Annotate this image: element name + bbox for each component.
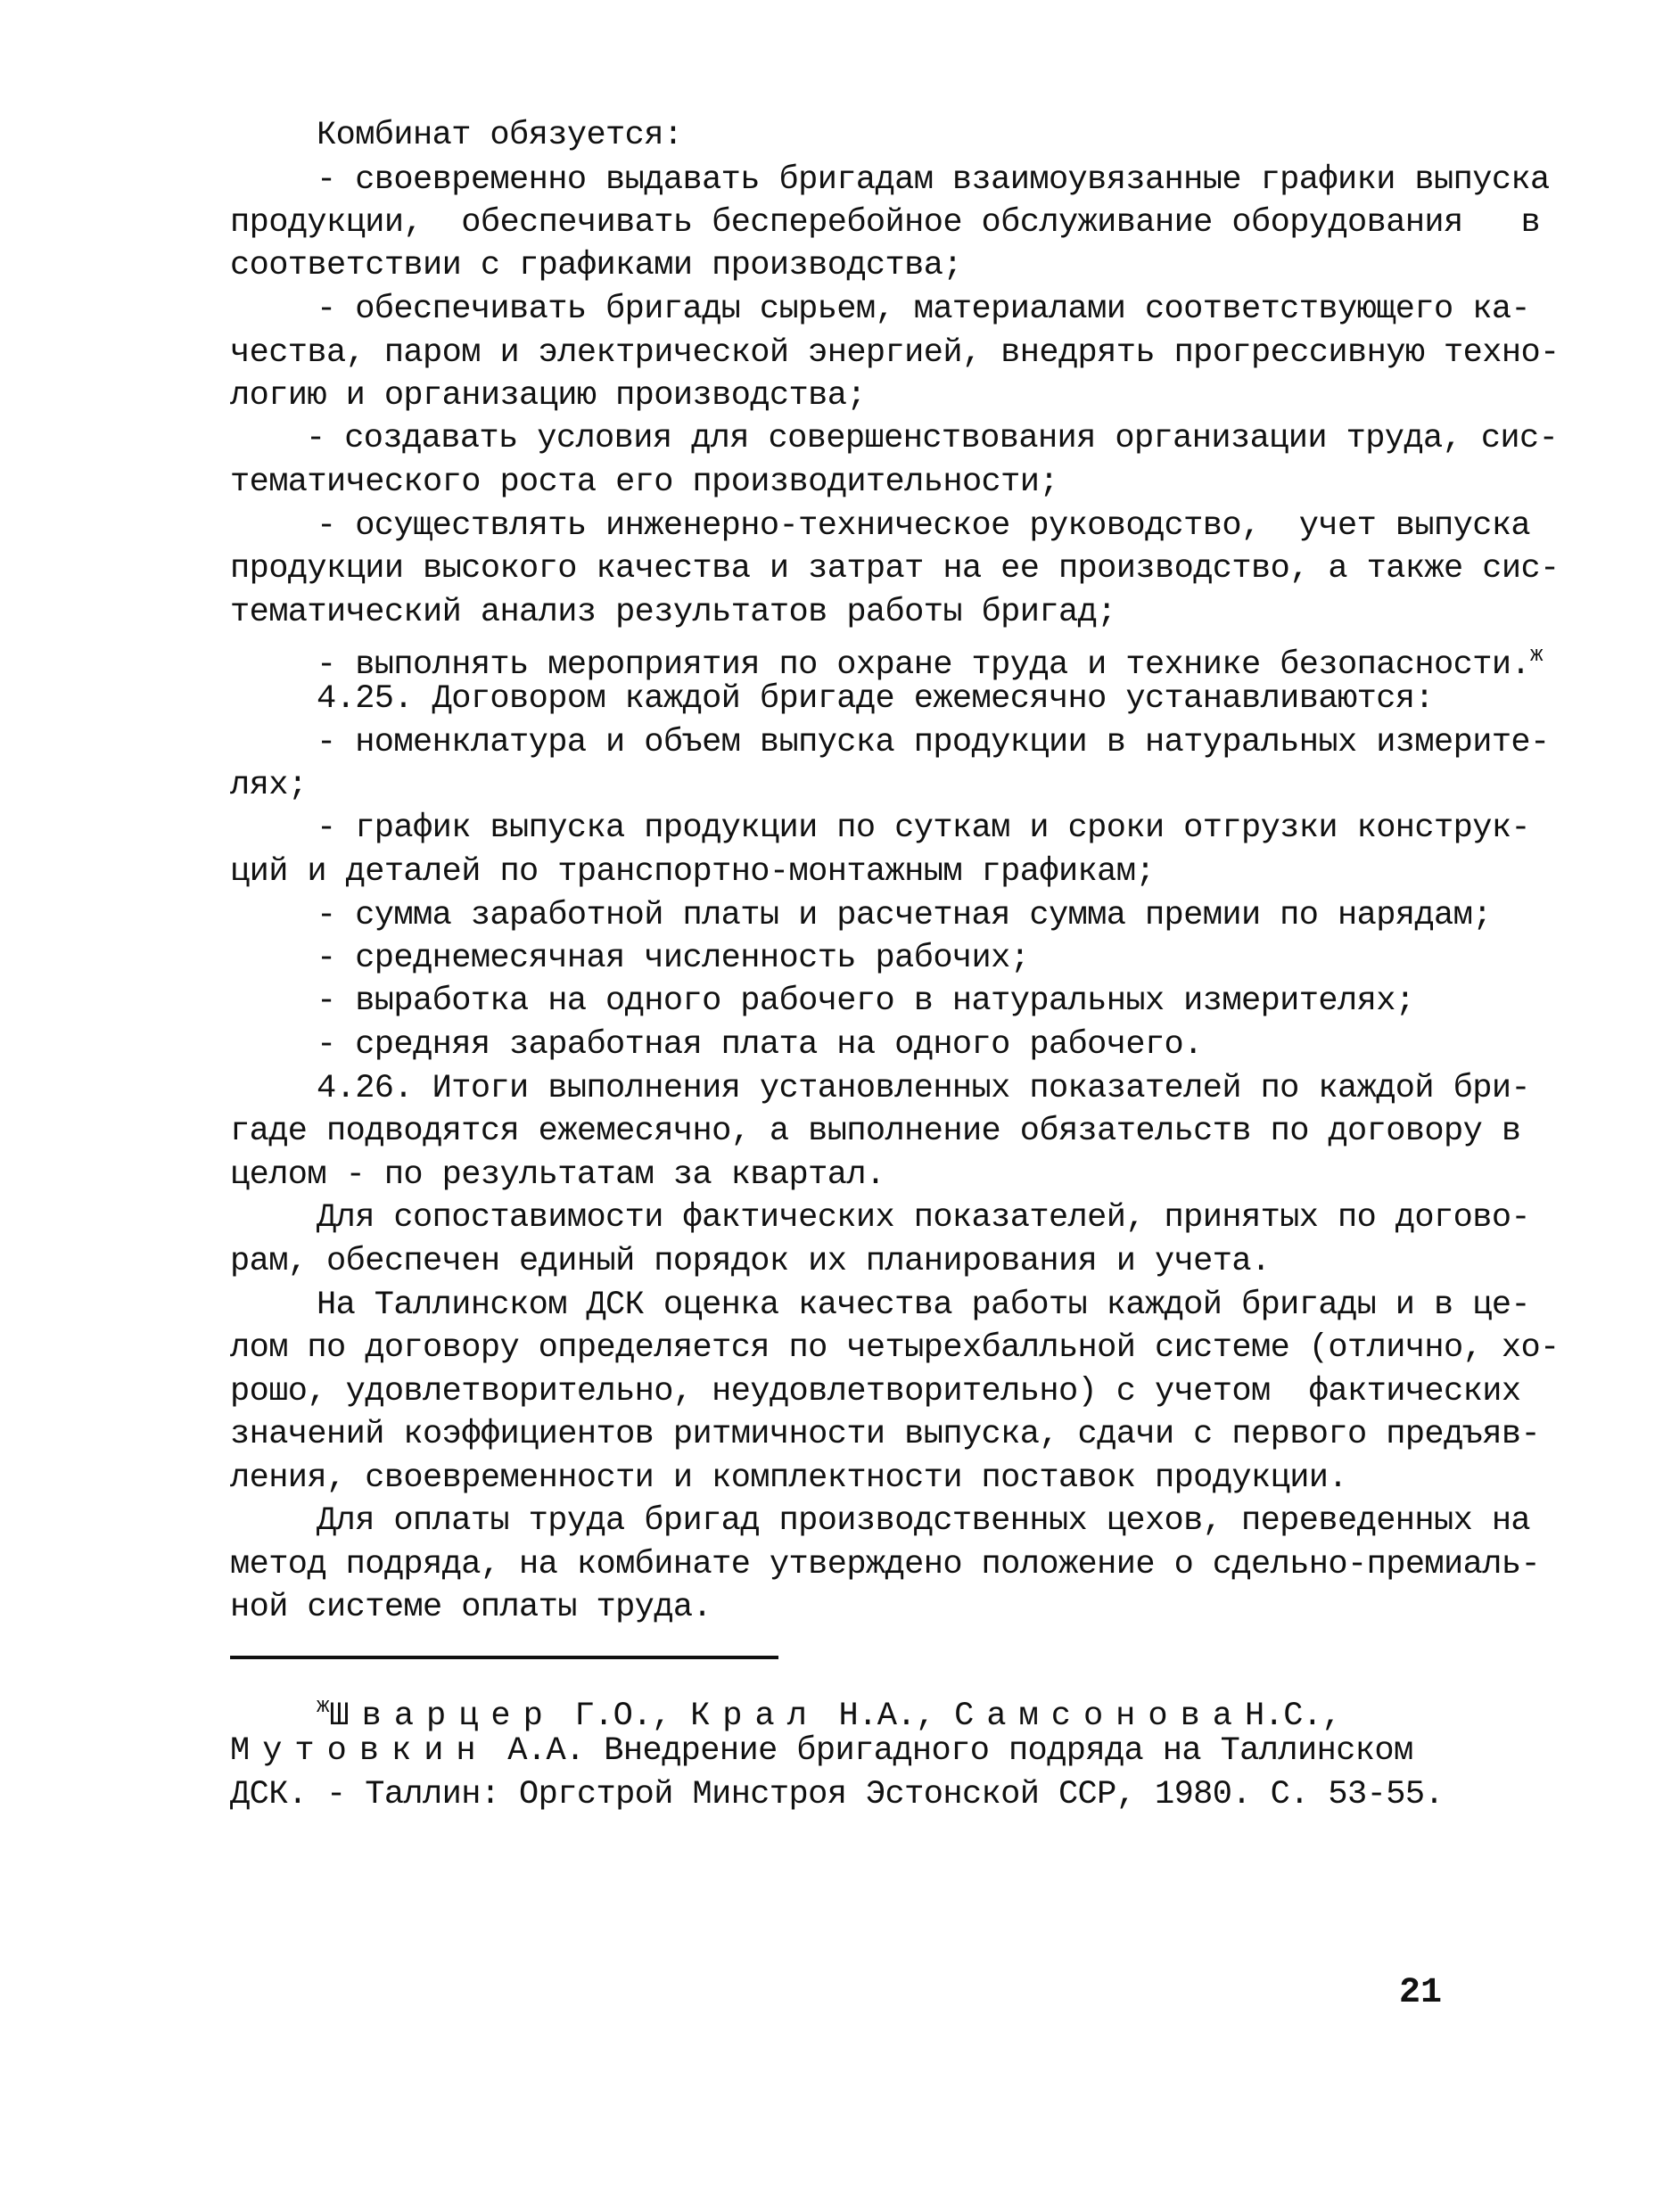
footnote-reference-mark: ж [1530, 644, 1544, 668]
text-line-2: - своевременно выдавать бригадам взаимоувязанные графики выпуска [317, 161, 1550, 199]
footnote-author-2: Крал [690, 1698, 819, 1735]
text-line-21: - выработка на одного рабочего в натуральных измерителях; [317, 983, 1415, 1020]
text-line-8: - создавать условия для совершенствования организации труда, сис- [306, 420, 1559, 457]
text-line-3: продукции, обеспечивать бесперебойное обслуживание оборудования в [230, 204, 1541, 242]
text-line-27: рам, обеспечен единый порядок их планирования и учета. [230, 1243, 1271, 1280]
text-line-28: На Таллинском ДСК оценка качества работы каждой бригады и в це- [317, 1287, 1531, 1324]
text-line-20: - среднемесячная численность рабочих; [317, 940, 1030, 977]
text-line-10: - осуществлять инженерно-техническое руководство, учет выпуска [317, 507, 1531, 545]
text-line-32: ления, своевременности и комплектности поставок продукции. [230, 1460, 1348, 1497]
text-line-14: 4.25. Договором каждой бригаде ежемесячно устанавливаются: [317, 680, 1435, 718]
text-line-1: Комбинат обязуется: [317, 117, 683, 154]
text-line-6: чества, паром и электрической энергией, внедрять прогрессивную техно- [230, 334, 1560, 372]
text-line-9: тематического роста его производительности; [230, 464, 1058, 501]
text-line-34: метод подряда, на комбинате утверждено положение о сдельно-премиаль- [230, 1546, 1541, 1583]
text-line-29: лом по договору определяется по четырехбалльной системе (отлично, хо- [230, 1329, 1560, 1367]
footnote-line-3: ДСК. - Таллин: Оргстрой Минстроя Эстонской ССР, 1980. С. 53-55. [230, 1776, 1445, 1813]
text-line-26: Для сопоставимости фактических показателей, принятых по догово- [317, 1199, 1531, 1237]
text-line-23: 4.26. Итоги выполнения установленных показателей по каждой бри- [317, 1070, 1531, 1107]
text-line-18: ций и деталей по транспортно-монтажным графикам; [230, 853, 1155, 891]
text-line-24: гаде подводятся ежемесячно, а выполнение обязательств по договору в [230, 1113, 1521, 1150]
text-line-4: соответствии с графиками производства; [230, 247, 962, 284]
text-line-35: ной системе оплаты труда. [230, 1589, 712, 1626]
footnote-line-2-rest: А.А. Внедрение бригадного подряда на Таллинском [488, 1732, 1413, 1770]
footnote-author-3: Самсонова [954, 1698, 1245, 1735]
text-line-15: - номенклатура и объем выпуска продукции в натуральных измерите- [317, 724, 1550, 761]
text-line-33: Для оплаты труда бригад производственных цехов, переведенных на [317, 1502, 1531, 1540]
text-line-16: лях; [230, 767, 308, 804]
footnote-initials-2: Н.А., [819, 1698, 955, 1735]
footnote-separator [230, 1656, 778, 1659]
text-line-7: логию и организацию производства; [230, 377, 866, 415]
text-line-22: - средняя заработная плата на одного рабочего. [317, 1026, 1203, 1064]
footnote-author-4: Мутовкин [230, 1732, 489, 1770]
text-line-13-body: - выполнять мероприятия по охране труда и технике безопасности. [317, 646, 1531, 684]
text-line-19: - сумма заработной платы и расчетная сумма премии по нарядам; [317, 897, 1492, 934]
text-line-30: рошо, удовлетворительно, неудовлетворительно) с учетом фактических [230, 1373, 1521, 1410]
text-line-5: - обеспечивать бригады сырьем, материалами соответствующего ка- [317, 291, 1531, 328]
text-line-17: - график выпуска продукции по суткам и сроки отгрузки конструк- [317, 810, 1531, 847]
footnote-author-1: Шварцер [329, 1698, 556, 1735]
footnote-mark: ж [317, 1695, 330, 1719]
text-line-11: продукции высокого качества и затрат на ее производство, а также сис- [230, 550, 1560, 588]
footnote-initials-3: Н.С., [1244, 1698, 1342, 1735]
text-line-31: значений коэффициентов ритмичности выпуска, сдачи с первого предъяв- [230, 1416, 1541, 1453]
footnote-initials-1: Г.О., [555, 1698, 691, 1735]
text-line-12: тематический анализ результатов работы бригад; [230, 594, 1116, 631]
footnote-line-2 [230, 1730, 1413, 1772]
text-line-25: целом - по результатам за квартал. [230, 1156, 885, 1194]
page-number: 21 [1399, 1973, 1443, 2013]
